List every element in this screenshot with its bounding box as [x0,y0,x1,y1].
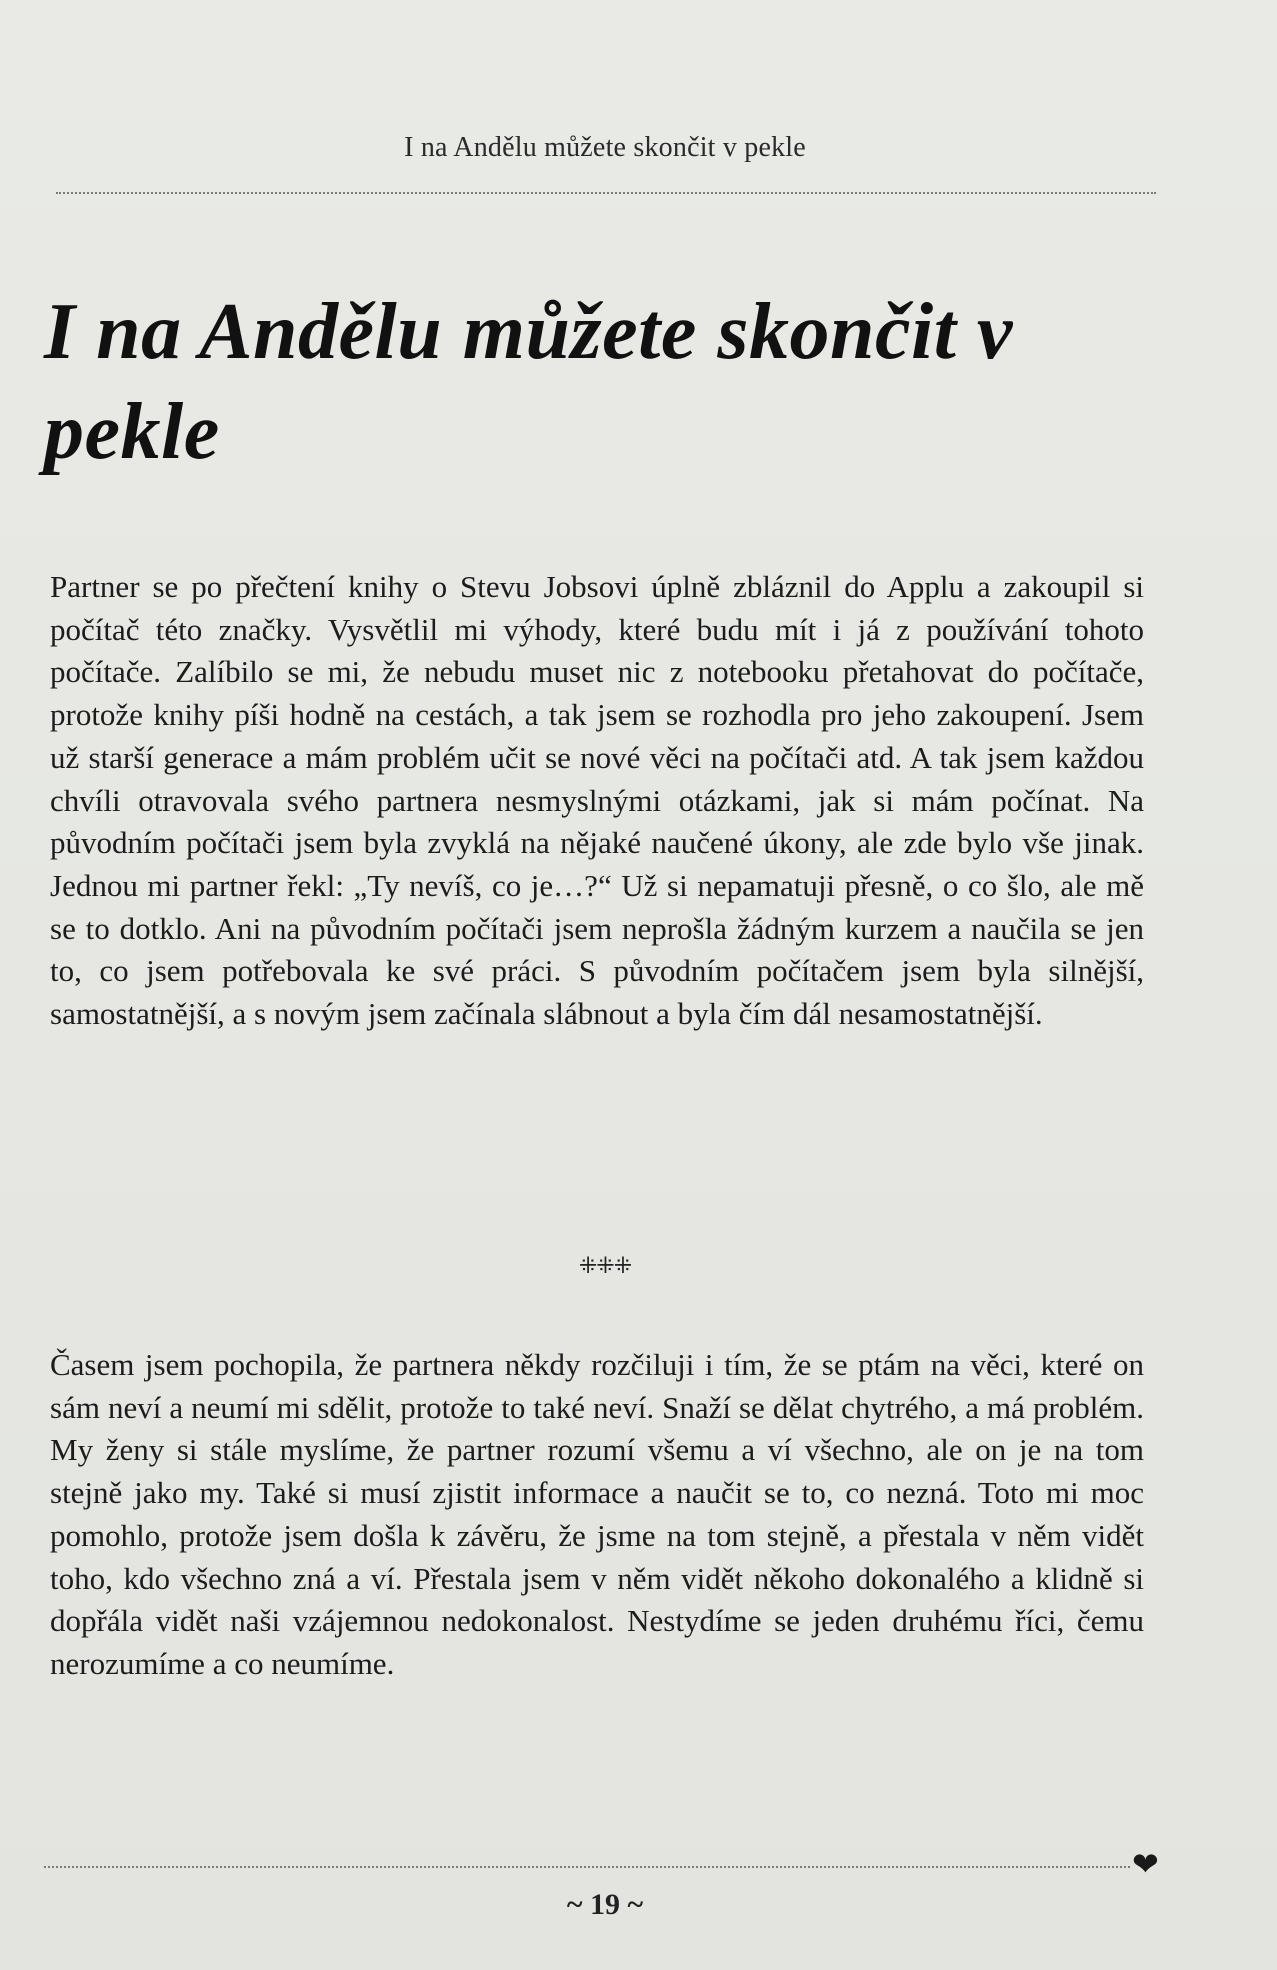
page-number: ~ 19 ~ [566,1888,644,1921]
chapter-title: I na Andělu můžete skončit v pekle [44,288,1013,476]
running-head: I na Andělu můžete skončit v pekle [404,132,806,163]
section-ornament: ⁜⁜⁜ [578,1254,632,1279]
heart-icon: ❤ [1132,1845,1159,1883]
body-paragraph-2: Časem jsem pochopila, že partnera někdy rozčiluji i tím, že se ptám na věci, které on sám neví a neumí mi sdělit, protože to také neví. Snaží se dělat chytrého, a má problém. My ženy si stále myslíme, že partner rozumí všemu a ví všechno, ale on je na tom stejně jako my. Také si musí zjistit informace a naučit se to, co nezná. Toto mi moc pomohlo, protože jsem došla k závěru, že jsme na tom stejně, a přestala v něm vidět toho, kdo všechno zná a ví. Přestala jsem v něm vidět někoho dokonalého a klidně si dopřála vidět naši vzájemnou nedokonalost. Nestydíme se jeden druhému říci, čemu nerozumíme a co neumíme. [50,1347,1144,1681]
footer-dotted-rule [44,1866,1130,1868]
header-dotted-rule [56,192,1156,194]
body-paragraph-1: Partner se po přečtení knihy o Stevu Jobsovi úplně zbláznil do Applu a zakoupil si počítač této značky. Vysvětlil mi výhody, které budu mít i já z používání tohoto počítače. Zalíbilo se mi, že nebudu muset nic z notebooku přetahovat do počítače, protože knihy píši hodně na cestách, a tak jsem se rozhodla pro jeho zakoupení. Jsem už starší generace a mám problém učit se nové věci na počítači atd. A tak jsem každou chvíli otravovala svého partnera nesmyslnými otázkami, jak si mám počínat. Na původním počítači jsem byla zvyklá na nějaké naučené úkony, ale zde bylo vše jinak. Jednou mi partner řekl: „Ty nevíš, co je…?“ Už si nepamatuji přesně, o co šlo, ale mě se to dotklo. Ani na původním počítači jsem neprošla žádným kurzem a naučila se jen to, co jsem potřebovala ke své práci. S původním počítačem jsem byla silnější, samostatnější, a s novým jsem začínala slábnout a byla čím dál nesamostatnější. [50,569,1144,1032]
